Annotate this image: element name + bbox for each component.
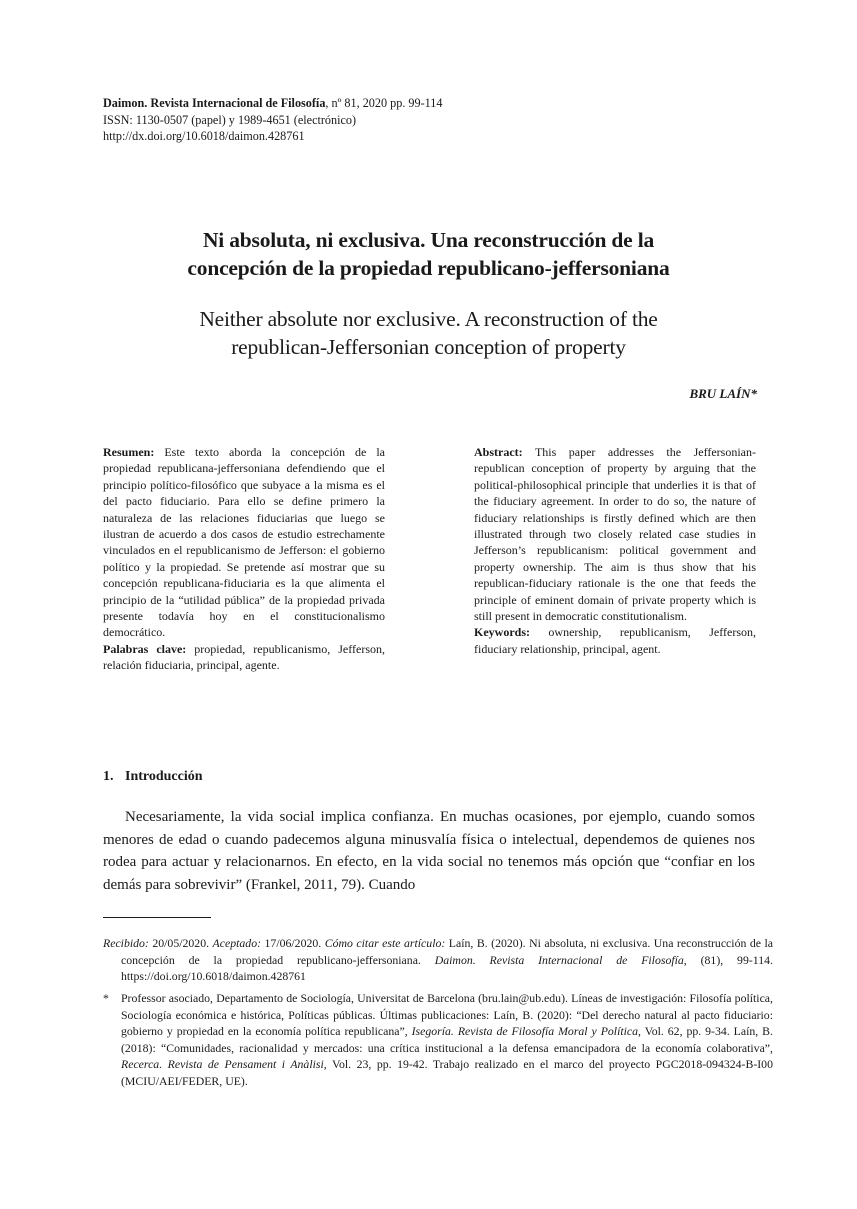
issn-line: ISSN: 1130-0507 (papel) y 1989-4651 (electrónico) (103, 112, 357, 127)
section-title: Introducción (125, 769, 203, 784)
title-english-line-2: republican-Jeffersonian conception of property (231, 335, 626, 359)
resumen-label: Resumen: (103, 445, 155, 459)
cite-label: Cómo citar este artículo: (324, 936, 446, 950)
abstract-text: This paper addresses the Jeffersonian-republican conception of property by arguing that the political-philosophical principle that underlies it is that of the fiduciary agreement. In order to do so, the nature of fiduciary relationships is firstly defined which are then illustrated through two closely related case studies in Jefferson’s republicanism: political government and property ownership. The aim is thus show that his republican-fiduciary rationale is the one that feeds the principle of eminent domain of private property which is still present in democratic constitutionalism. (474, 445, 756, 624)
body-paragraph: Necesariamente, la vida social implica confianza. En muchas ocasiones, por ejemplo, cuando somos menores de edad o cuando padecemos alguna minusvalía física o intelectual, dependemos de quienes nos rodea para actuar y relacionarnos. En efecto, en la vida social no tenemos más opción que “confiar en los demás para sobrevivir” (Frankel, 2011, 79). Cuando (103, 809, 755, 893)
author-bio-3: , Vol. 23, pp. 19-42. Trabajo realizado en el marco del proyecto PGC2018-094324-B-I00 (MCIU/AEI/FEDER, UE). (121, 1057, 773, 1088)
author-name: BRU LAÍN* (689, 386, 757, 401)
author-bio-2: , Vol. 62, pp. 9-34. Laín, B. (2018): “Comunidades, racionalidad y mercados: una crítica institucional a la defensa emancipadora de la economía colaborativa”, (121, 1024, 773, 1055)
received-label: Recibido: (103, 936, 149, 950)
abstract-label: Abstract: (474, 445, 523, 459)
keywords-paragraph (474, 624, 756, 657)
resumen-text: Este texto aborda la concepción de la propiedad republicana-jeffersoniana defendiendo que el principio político-filosófico que subyace a la misma es el del pacto fiduciario. Para ello se define primero la naturaleza de las relaciones fiduciarias que luego se ilustran de acuerdo a dos casos de estudio estrechamente vinculados en el republicanismo de Jefferson: el gobierno político y la propiedad. Se pretende así mostrar que su concepción republicana-fiduciaria es la que alimenta el principio de la “utilidad pública” de la propiedad privada presente todavía hoy en el constitucionalismo democrático. (103, 445, 385, 640)
footnote-citation (103, 935, 773, 985)
cite-end: , (81), 99-114. https://doi.org/10.6018/daimon.428761 (121, 952, 773, 983)
title-spanish (100, 226, 757, 282)
title-english-line-1: Neither absolute nor exclusive. A reconstruction of the (199, 307, 658, 331)
doi-link[interactable]: http://dx.doi.org/10.6018/daimon.428761 (103, 129, 305, 143)
footnote-divider (103, 917, 211, 918)
palabras-clave-paragraph (103, 641, 385, 674)
author-bio-1: Professor asociado, Departamento de Sociología, Universitat de Barcelona (bru.lain@ub.edu). Líneas de investigación: Filosofía política, Sociología económica e histórica, Políticas públicas. Últimas publicaciones: Laín, B. (2020): “Del derecho natural al pacto fiduciario: gobierno y propiedad en la economía política republicana”, (121, 991, 773, 1038)
journal-name: Daimon. Revista Internacional de Filosofía (103, 96, 326, 110)
section-number: 1. (103, 769, 114, 784)
abstract-english (474, 444, 756, 657)
journal-header (103, 95, 443, 145)
author-journal-2: Recerca. Revista de Pensament i Anàlisi (121, 1057, 324, 1071)
title-english (100, 305, 757, 361)
keywords-text: ownership, republicanism, Jefferson, fiduciary relationship, principal, agent. (474, 625, 756, 656)
palabras-clave-text: propiedad, republicanismo, Jefferson, relación fiduciaria, principal, agente. (103, 641, 385, 673)
journal-issue: , nº 81, 2020 pp. 99-114 (325, 96, 443, 110)
accepted-label: Aceptado: (212, 936, 262, 950)
cite-text: Laín, B. (2020). Ni absoluta, ni exclusiva. Una reconstrucción de la concepción de la propiedad republicano-jeffersoniana. (121, 936, 774, 967)
abstract-paragraph (474, 444, 756, 624)
title-spanish-line-2: concepción de la propiedad republicano-jeffersoniana (187, 256, 670, 280)
palabras-clave-label: Palabras clave: (103, 641, 187, 656)
author-journal-1: Isegoría. Revista de Filosofía Moral y Política (411, 1024, 639, 1038)
title-spanish-line-1: Ni absoluta, ni exclusiva. Una reconstrucción de la (202, 228, 655, 252)
journal-citation-line (103, 95, 443, 112)
footnote-author (103, 990, 773, 1089)
cite-journal: Daimon. Revista Internacional de Filosofía (434, 952, 684, 967)
resumen-paragraph (103, 444, 385, 641)
received-date: 20/05/2020. (148, 936, 213, 950)
keywords-label: Keywords: (474, 625, 530, 640)
abstract-spanish (103, 444, 385, 674)
accepted-date: 17/06/2020. (261, 936, 325, 950)
footnote-asterisk: * (103, 991, 109, 1005)
section-heading (103, 769, 203, 785)
